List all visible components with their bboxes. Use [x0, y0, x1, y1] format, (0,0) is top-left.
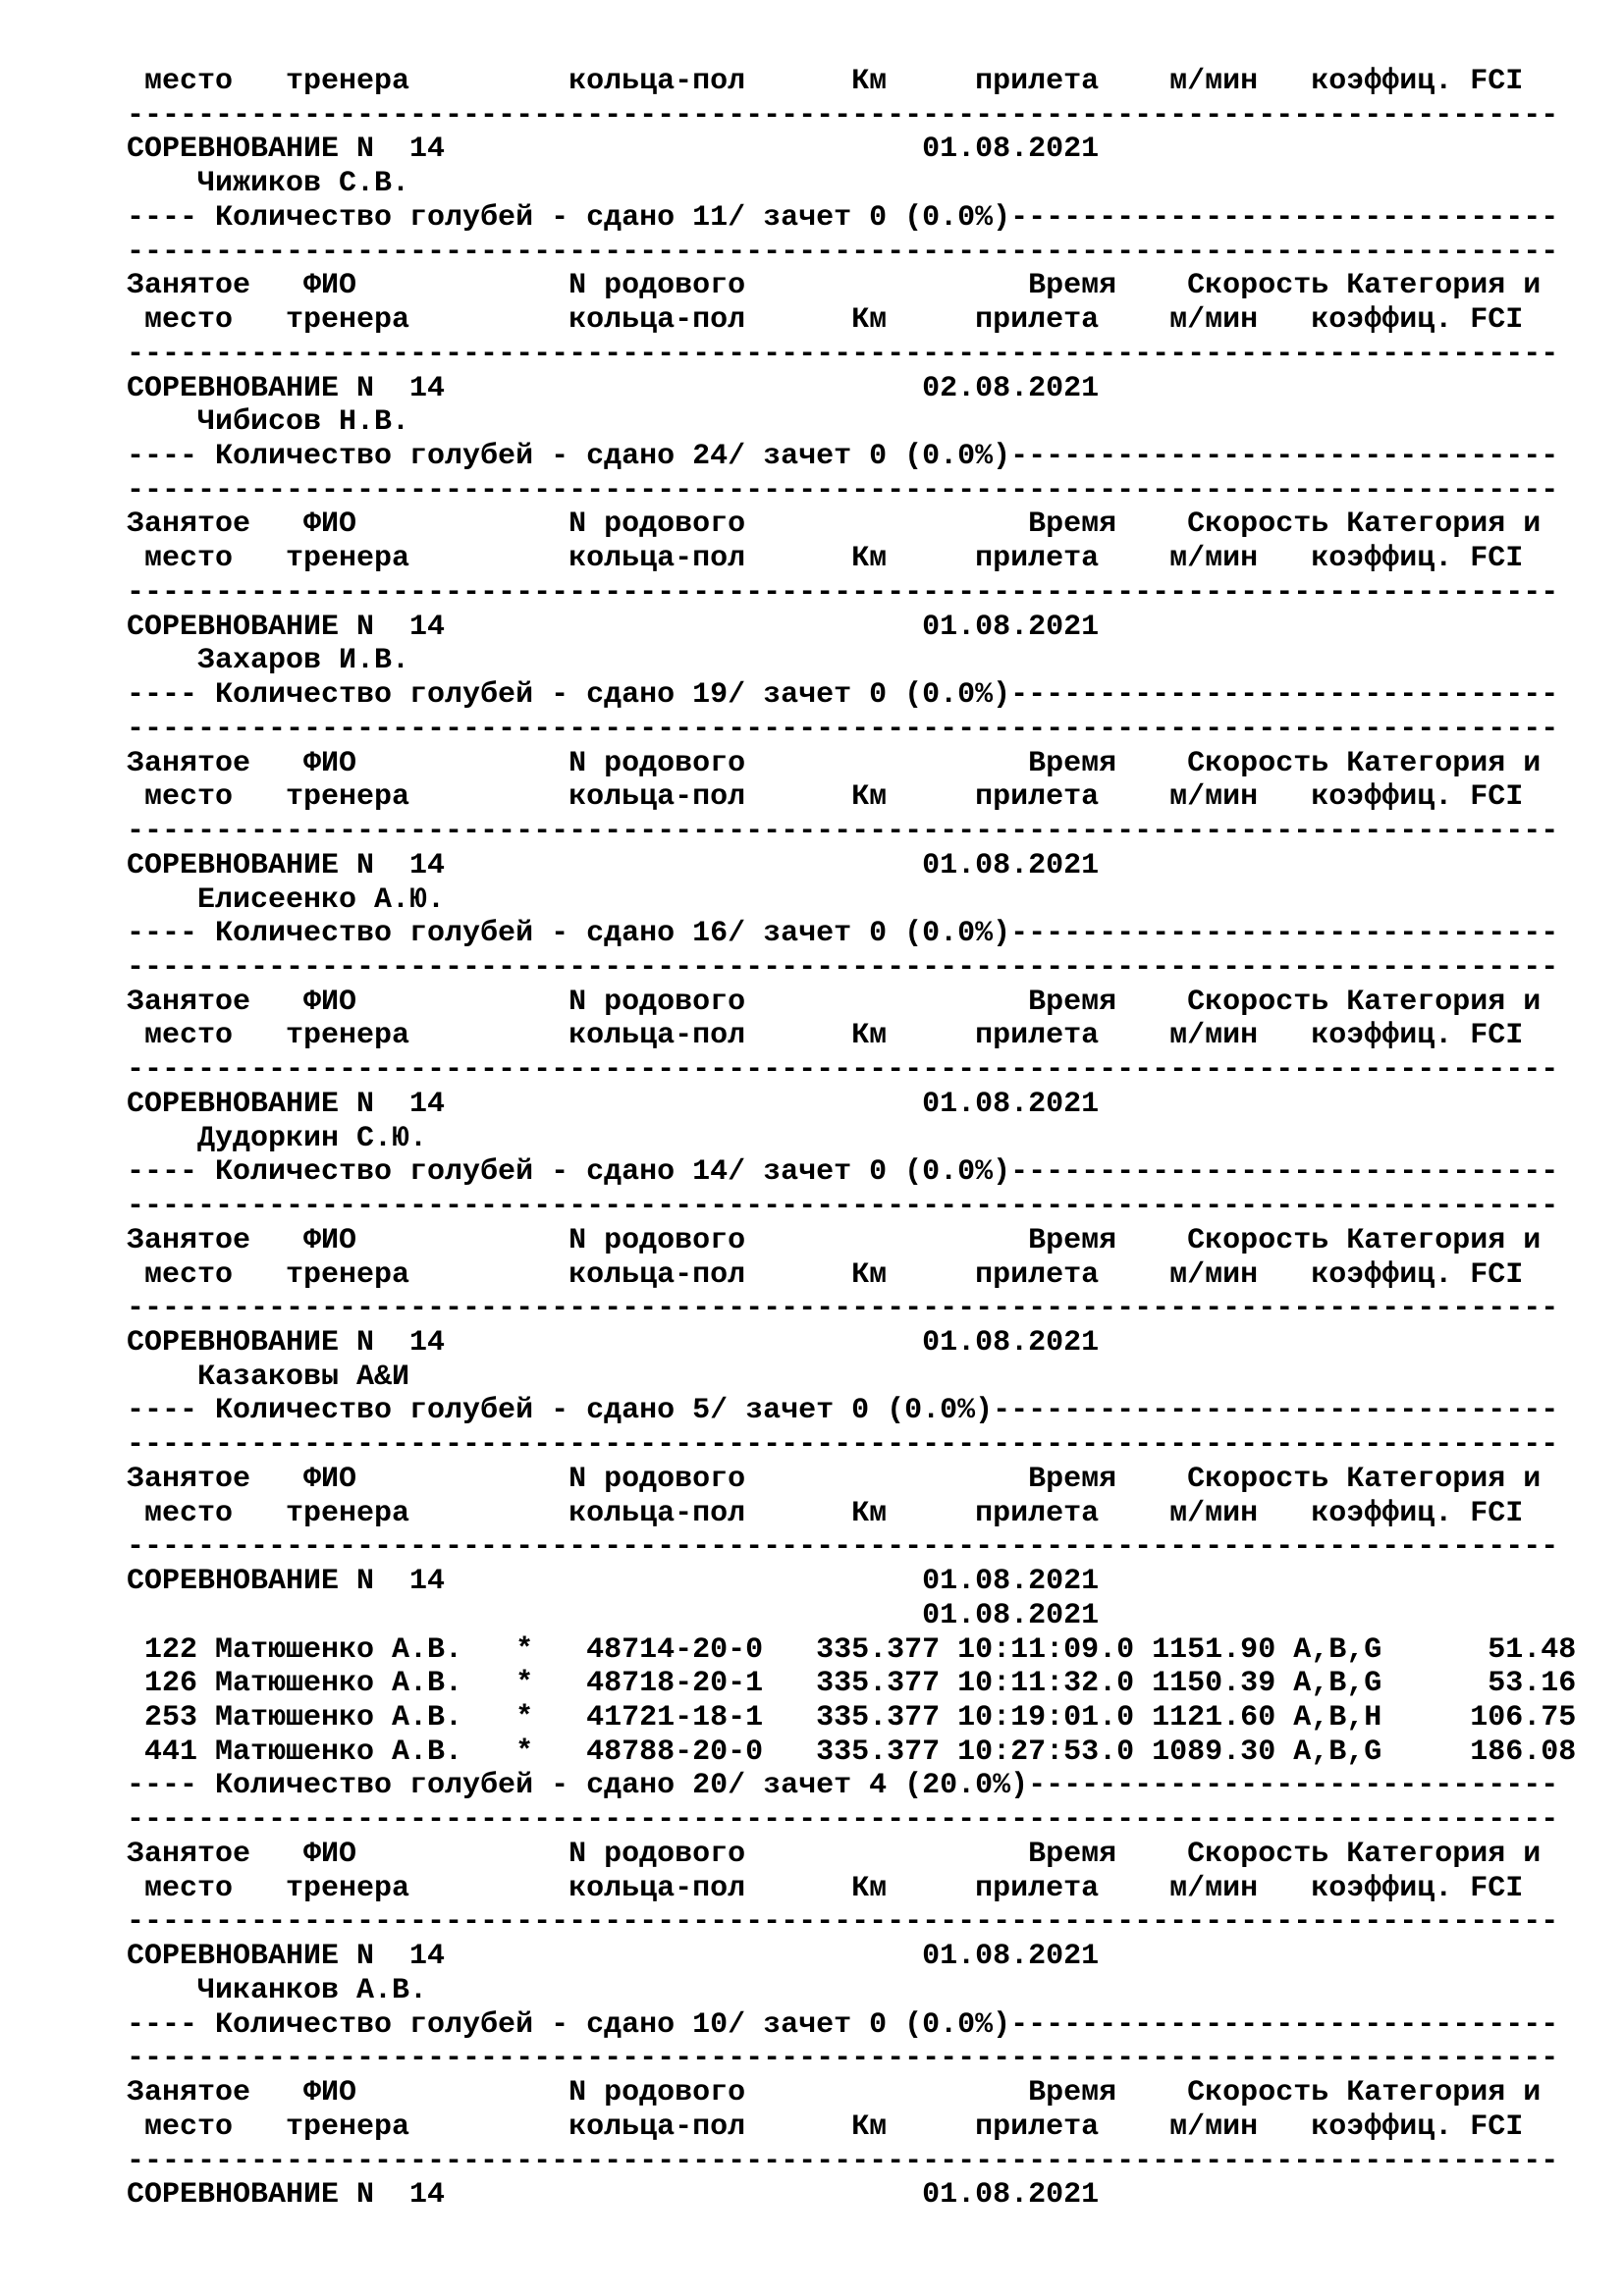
owner-name: Чижиков С.В. — [127, 167, 410, 200]
result-row: 253 Матюшенко А.В. * 41721-18-1 335.377 10:19:01.0 1121.60 A,B,H 106.75 — [127, 1701, 1577, 1735]
separator-line: --------------------------------------------------------------------------------- — [127, 1292, 1559, 1325]
date-line: 01.08.2021 — [127, 1599, 1100, 1632]
separator-line: --------------------------------------------------------------------------------- — [127, 474, 1559, 507]
separator-line: --------------------------------------------------------------------------------- — [127, 2145, 1559, 2178]
column-header-line: место тренера кольца-пол Км прилета м/мин коэффиц. FCI — [127, 1019, 1524, 1052]
competition-heading: СОРЕВНОВАНИЕ N 14 01.08.2021 — [127, 611, 1100, 644]
summary-line: ---- Количество голубей - сдано 5/ зачет 0 (0.0%)-------------------------------- — [127, 1394, 1559, 1427]
column-header-line: место тренера кольца-пол Км прилета м/мин коэффиц. FCI — [127, 1258, 1524, 1292]
column-header-line: Занятое ФИО N родового Время Скорость Категория и — [127, 747, 1542, 780]
competition-heading: СОРЕВНОВАНИЕ N 14 01.08.2021 — [127, 2178, 1100, 2212]
column-header-line: место тренера кольца-пол Км прилета м/мин коэффиц. FCI — [127, 65, 1524, 98]
summary-line: ---- Количество голубей - сдано 10/ зачет 0 (0.0%)------------------------------- — [127, 2008, 1559, 2042]
column-header-line: место тренера кольца-пол Км прилета м/мин коэффиц. FCI — [127, 2110, 1524, 2144]
owner-name: Дудоркин С.Ю. — [127, 1122, 428, 1155]
separator-line: --------------------------------------------------------------------------------- — [127, 1530, 1559, 1564]
owner-name: Чиканков А.В. — [127, 1974, 428, 2007]
competition-heading: СОРЕВНОВАНИЕ N 14 01.08.2021 — [127, 1940, 1100, 1973]
separator-line: --------------------------------------------------------------------------------- — [127, 338, 1559, 371]
separator-line: --------------------------------------------------------------------------------- — [127, 713, 1559, 746]
owner-name: Захаров И.В. — [127, 644, 410, 677]
column-header-line: место тренера кольца-пол Км прилета м/мин коэффиц. FCI — [127, 780, 1524, 814]
separator-line: --------------------------------------------------------------------------------- — [127, 951, 1559, 985]
column-header-line: Занятое ФИО N родового Время Скорость Категория и — [127, 986, 1542, 1019]
column-header-line: место тренера кольца-пол Км прилета м/мин коэффиц. FCI — [127, 1497, 1524, 1530]
column-header-line: Занятое ФИО N родового Время Скорость Категория и — [127, 269, 1542, 302]
separator-line: --------------------------------------------------------------------------------- — [127, 1190, 1559, 1223]
owner-name: Елисеенко А.Ю. — [127, 883, 446, 917]
column-header-line: Занятое ФИО N родового Время Скорость Категория и — [127, 507, 1542, 541]
competition-heading: СОРЕВНОВАНИЕ N 14 01.08.2021 — [127, 1565, 1100, 1598]
result-row: 126 Матюшенко А.В. * 48718-20-1 335.377 10:11:32.0 1150.39 A,B,G 53.16 — [127, 1667, 1577, 1700]
column-header-line: Занятое ФИО N родового Время Скорость Категория и — [127, 1838, 1542, 1871]
competition-heading: СОРЕВНОВАНИЕ N 14 02.08.2021 — [127, 372, 1100, 405]
summary-line: ---- Количество голубей - сдано 14/ зачет 0 (0.0%)------------------------------- — [127, 1155, 1559, 1189]
column-header-line: место тренера кольца-пол Км прилета м/мин коэффиц. FCI — [127, 1872, 1524, 1905]
column-header-line: место тренера кольца-пол Км прилета м/мин коэффиц. FCI — [127, 303, 1524, 337]
column-header-line: место тренера кольца-пол Км прилета м/мин коэффиц. FCI — [127, 542, 1524, 575]
separator-line: --------------------------------------------------------------------------------- — [127, 1905, 1559, 1939]
column-header-line: Занятое ФИО N родового Время Скорость Категория и — [127, 2076, 1542, 2109]
column-header-line: Занятое ФИО N родового Время Скорость Категория и — [127, 1224, 1542, 1257]
separator-line: --------------------------------------------------------------------------------- — [127, 1053, 1559, 1087]
summary-line: ---- Количество голубей - сдано 11/ зачет 0 (0.0%)------------------------------- — [127, 201, 1559, 235]
separator-line: --------------------------------------------------------------------------------- — [127, 815, 1559, 848]
result-row: 122 Матюшенко А.В. * 48714-20-0 335.377 10:11:09.0 1151.90 A,B,G 51.48 — [127, 1633, 1577, 1667]
competition-heading: СОРЕВНОВАНИЕ N 14 01.08.2021 — [127, 133, 1100, 166]
competition-heading: СОРЕВНОВАНИЕ N 14 01.08.2021 — [127, 1088, 1100, 1121]
separator-line: --------------------------------------------------------------------------------- — [127, 236, 1559, 269]
summary-line: ---- Количество голубей - сдано 20/ зачет 4 (20.0%)------------------------------ — [127, 1769, 1559, 1802]
separator-line: --------------------------------------------------------------------------------- — [127, 1428, 1559, 1462]
competition-heading: СОРЕВНОВАНИЕ N 14 01.08.2021 — [127, 1326, 1100, 1360]
competition-heading: СОРЕВНОВАНИЕ N 14 01.08.2021 — [127, 849, 1100, 882]
summary-line: ---- Количество голубей - сдано 24/ зачет 0 (0.0%)------------------------------- — [127, 440, 1559, 473]
separator-line: --------------------------------------------------------------------------------- — [127, 1803, 1559, 1837]
result-row: 441 Матюшенко А.В. * 48788-20-0 335.377 10:27:53.0 1089.30 A,B,G 186.08 — [127, 1735, 1577, 1769]
separator-line: --------------------------------------------------------------------------------- — [127, 576, 1559, 610]
summary-line: ---- Количество голубей - сдано 16/ зачет 0 (0.0%)------------------------------- — [127, 917, 1559, 950]
separator-line: --------------------------------------------------------------------------------- — [127, 2042, 1559, 2075]
owner-name: Чибисов Н.В. — [127, 405, 410, 439]
column-header-line: Занятое ФИО N родового Время Скорость Категория и — [127, 1463, 1542, 1496]
summary-line: ---- Количество голубей - сдано 19/ зачет 0 (0.0%)------------------------------- — [127, 678, 1559, 712]
owner-name: Казаковы А&И — [127, 1361, 410, 1394]
separator-line: --------------------------------------------------------------------------------- — [127, 99, 1559, 133]
